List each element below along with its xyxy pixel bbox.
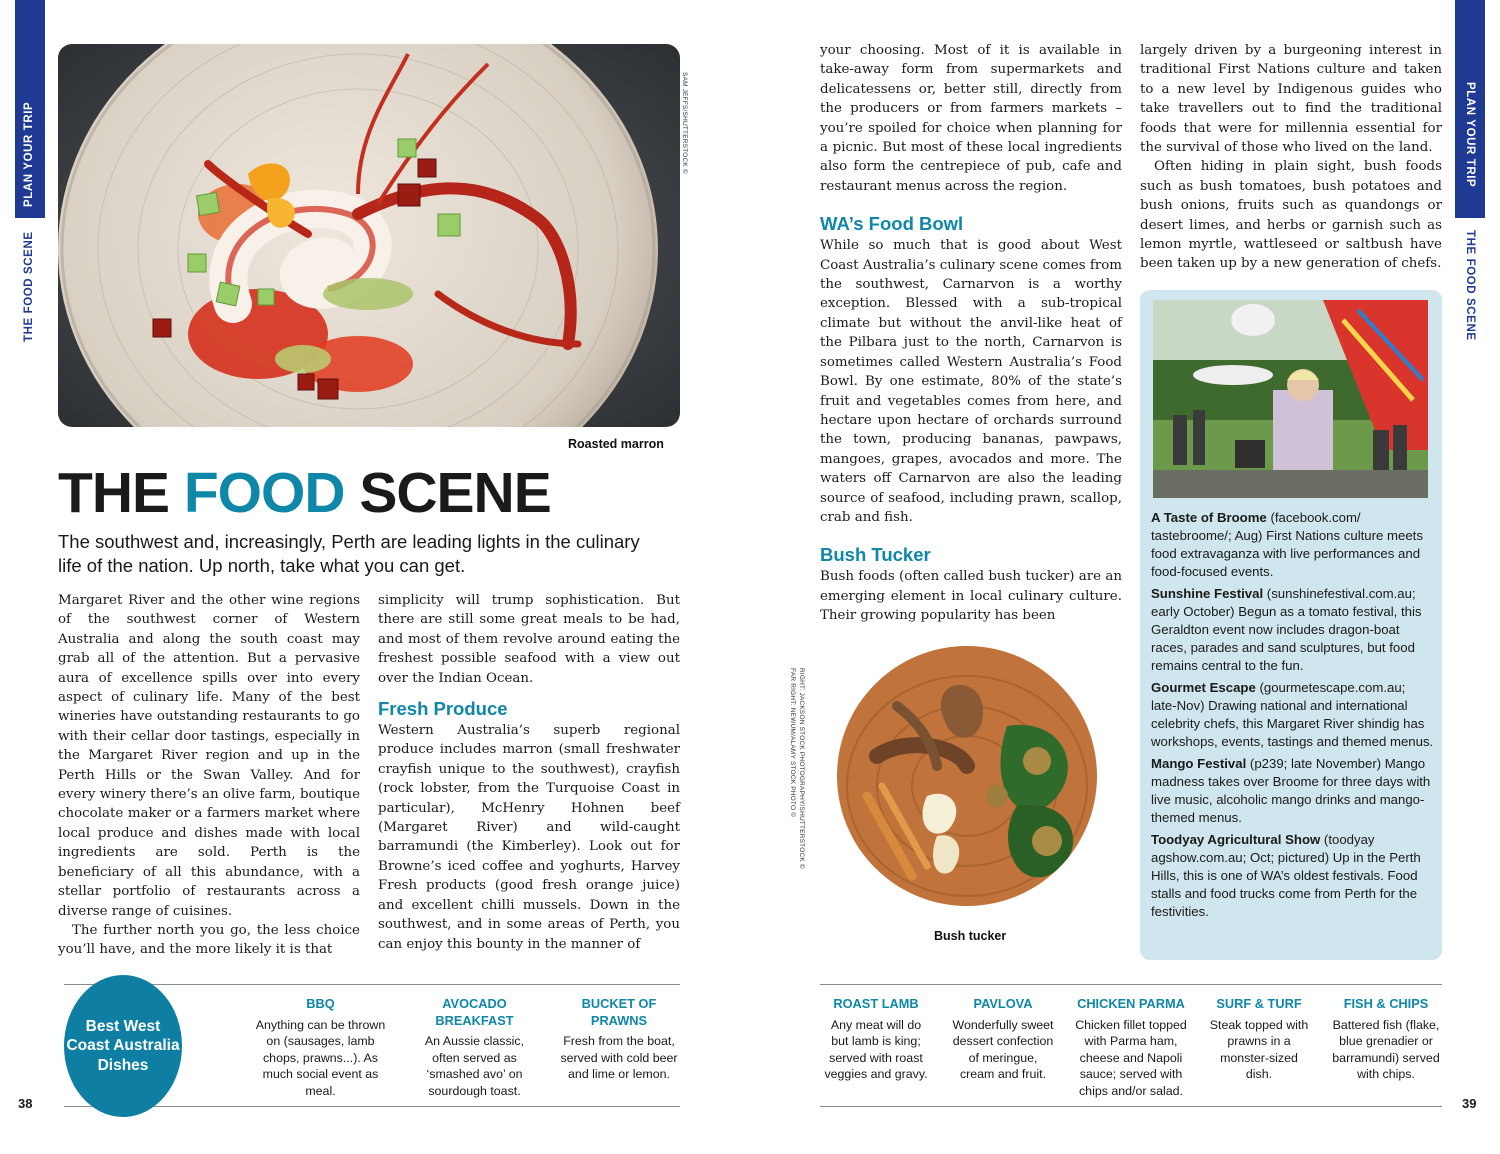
- festival-entry: [1151, 585, 1434, 675]
- dish-name: AVOCADO BREAKFAST: [435, 996, 514, 1028]
- bush-tucker-caption: Bush tucker: [934, 929, 1007, 943]
- dish-name: BBQ: [306, 996, 335, 1011]
- column2-paragraph-2: Western Australia’s superb regional produce includes marron (small freshwater crayfish unique to the southwest), crayfish (rock lobster, from the Turquoise Coast in particular), McHenry Hohnen beef (Margaret River) and wild-caught barramundi (the Kimberley). Look out for Browne’s iced coffee and yoghurts, Harvey Fresh products (good fresh orange juice) and excellent chilli mussels. Down in the southwest, and in some areas of Perth, you can enjoy this bounty in the manner of: [378, 723, 680, 952]
- festival-name: Sunshine Festival: [1151, 586, 1264, 601]
- dishes-top-rule-right: [820, 984, 1442, 985]
- marron-caption: Roasted marron: [568, 437, 664, 451]
- column3-paragraph-2: While so much that is good about West Coast Australia’s culinary scene comes from the southwest, Carnarvon is a worthy exception. Blessed with a sub-tropical climate but without the anvil-like heat of the Pilbara just to the north, Carnarvon is sometimes called Western Australia’s Food Bowl. By one estimate, 80% of the state’s fruit and vegetables comes from here, and hectare upon hectare of orchards surround the town, producing bananas, pawpaws, mangoes, grapes, avocados and more. The waters off Carnarvon are also the leading source of seafood, including prawn, scallop, crab and fish.: [820, 238, 1122, 525]
- dish-name: FISH & CHIPS: [1343, 996, 1429, 1011]
- festival-description: (toodyay agshow.com.au; Oct; pictured) Up in the Perth Hills, this is one of WA’s oldest festivals. Food stalls and food trucks come from Perth for the festivities.: [1151, 832, 1421, 919]
- dish-description: An Aussie classic, often served as ‘smashed avo’ on sourdough toast.: [424, 1034, 525, 1098]
- fresh-produce-heading: Fresh Produce: [378, 698, 508, 720]
- bush-tucker-photo: [837, 646, 1097, 906]
- dish-description: Wonderfully sweet dessert confection of meringue, cream and fruit.: [952, 1017, 1054, 1082]
- dish-item: [412, 996, 537, 1099]
- dish-description: Battered fish (flake, blue grenadier or barramundi) served with chips.: [1332, 1017, 1440, 1082]
- column1-paragraph-1: Margaret River and the other wine regions of the southwest corner of Western Australia and along the south coast may grab all of the attention. But a pervasive aura of excellence spills over into every aspect of culinary life. Many of the best wineries have outstanding restaurants to go with their cellar door tastings, especially in the Margaret River region and up in the Perth Hills or the Swan Valley. And for every winery there’s an olive farm, boutique chocolate maker or a farmers market where local produce and dishes made with local ingredients are sold. Perth is the beneficiary of all this abundance, with a stellar portfolio of restaurants across a diverse range of cuisines.: [58, 593, 360, 919]
- dish-name: PAVLOVA: [973, 996, 1033, 1011]
- festival-photo-credit-2: FAR RIGHT: NEWUM/ALAMY STOCK PHOTO ©: [789, 668, 796, 818]
- body-column-2: [378, 591, 680, 954]
- column2-paragraph-1: simplicity will trump sophistication. But there are still some great meals to be had, and most of them revolve around eating the freshest possible seafood with a view out over the Indian Ocean.: [378, 593, 680, 686]
- dish-item: [248, 996, 393, 1099]
- festival-description: (p239; late November) Mango madness takes over Broome for three days with live music, alcoholic mango drinks and mango-themed menus.: [1151, 756, 1431, 825]
- dish-item: [1208, 996, 1310, 1083]
- page-number-right: 39: [1462, 1096, 1477, 1111]
- dish-name: BUCKET OF PRAWNS: [581, 996, 657, 1028]
- best-dishes-heading: Best West Coast Australia Dishes: [66, 1017, 180, 1074]
- dish-name: ROAST LAMB: [833, 996, 919, 1011]
- section-label-food-scene-left: THE FOOD SCENE: [23, 231, 35, 342]
- bush-tucker-heading: Bush Tucker: [820, 544, 931, 566]
- toodyay-show-photo: [1153, 300, 1428, 498]
- festival-entry: [1151, 509, 1434, 581]
- tab-label-plan-your-trip-left: PLAN YOUR TRIP: [23, 101, 35, 207]
- roasted-marron-photo: [58, 44, 680, 427]
- column4-paragraph-1: largely driven by a burgeoning interest in traditional First Nations culture and taken to a new level by Indigenous guides who take travellers out to find the traditional foods that were for millennia essential for the survival of those who lived on the land.: [1140, 43, 1442, 156]
- page-title: THE FOOD SCENE: [58, 461, 551, 525]
- dish-name: CHICKEN PARMA: [1077, 996, 1185, 1011]
- dishes-bottom-rule-right: [820, 1106, 1442, 1107]
- dishes-top-rule-left: [64, 984, 680, 985]
- dish-item: [558, 996, 680, 1083]
- festival-name: Gourmet Escape: [1151, 680, 1256, 695]
- best-dishes-badge: [64, 975, 182, 1117]
- dishes-bottom-rule-left: [64, 1106, 680, 1107]
- dish-item: [1068, 996, 1194, 1099]
- festival-entry: [1151, 831, 1434, 921]
- column3-paragraph-3: Bush foods (often called bush tucker) are an emerging element in local culinary culture. Their growing popularity has been: [820, 569, 1122, 624]
- intro-standfirst: The southwest and, increasingly, Perth are leading lights in the culinary life of the nation. Up north, take what you can get.: [58, 531, 640, 576]
- festival-list: [1151, 509, 1434, 925]
- dish-description: Any meat will do but lamb is king; served with roast veggies and gravy.: [824, 1017, 928, 1082]
- tab-label-plan-your-trip-right: PLAN YOUR TRIP: [1464, 82, 1476, 188]
- dish-item: [950, 996, 1056, 1083]
- body-column-4: [1140, 41, 1442, 274]
- festival-entry: [1151, 679, 1434, 751]
- body-column-3: [820, 41, 1122, 626]
- dish-item: [822, 996, 930, 1083]
- food-bowl-heading: WA’s Food Bowl: [820, 213, 964, 235]
- dish-description: Chicken fillet topped with Parma ham, cheese and Napoli sauce; served with chips and/or salad.: [1075, 1017, 1187, 1098]
- section-label-food-scene-right: THE FOOD SCENE: [1464, 230, 1476, 341]
- dish-name: SURF & TURF: [1216, 996, 1302, 1011]
- festival-name: A Taste of Broome: [1151, 510, 1267, 525]
- festival-name: Mango Festival: [1151, 756, 1247, 771]
- dish-description: Steak topped with prawns in a monster-sized dish.: [1209, 1017, 1309, 1082]
- page-number-left: 38: [18, 1096, 33, 1111]
- festival-photo-credit-1: RIGHT: JACKSON STOCK PHOTOGRAPHY/SHUTTERSTOCK ©: [798, 668, 805, 869]
- festival-entry: [1151, 755, 1434, 827]
- column4-paragraph-2: Often hiding in plain sight, bush foods such as bush tomatoes, bush potatoes and bush onions, fruits such as quandongs or desert limes, and herbs or garnish such as lemon myrtle, wattleseed or saltbush have been taken up by a new generation of chefs.: [1140, 159, 1442, 272]
- dish-description: Anything can be thrown on (sausages, lamb chops, prawns...). As much social event as meal.: [255, 1017, 386, 1098]
- column1-paragraph-2: The further north you go, the less choice you’ll have, and the more likely it is that: [58, 922, 360, 958]
- festival-name: Toodyay Agricultural Show: [1151, 832, 1321, 847]
- festival-description: (sunshinefestival.com.au; early October) Begun as a tomato festival, this Geraldton event now includes dragon-boat races, parades and sand sculptures, but food remains central to the fun.: [1151, 586, 1422, 673]
- dish-item: [1326, 996, 1446, 1083]
- column3-paragraph-1: your choosing. Most of it is available in take-away form from supermarkets and delicatessens or, better still, directly from the producers or from farmers markets – you’re spoiled for choice when planning for a picnic. But most of these local ingredients also form the centrepiece of pub, cafe and restaurant menus across the region.: [820, 43, 1122, 194]
- festival-description: (gourmetescape.com.au; late-Nov) Drawing national and international celebrity chefs, this Margaret River shindig has workshops, events, tastings and themed menus.: [1151, 680, 1434, 749]
- marron-photo-credit: SAM JEFFS/SHUTTERSTOCK ©: [681, 72, 688, 174]
- dish-description: Fresh from the boat, served with cold beer and lime or lemon.: [560, 1034, 678, 1082]
- festival-description: (facebook.com/ tastebroome/; Aug) First Nations culture meets food extravaganza with live performances and food-focused events.: [1151, 510, 1423, 579]
- body-column-1: [58, 591, 360, 960]
